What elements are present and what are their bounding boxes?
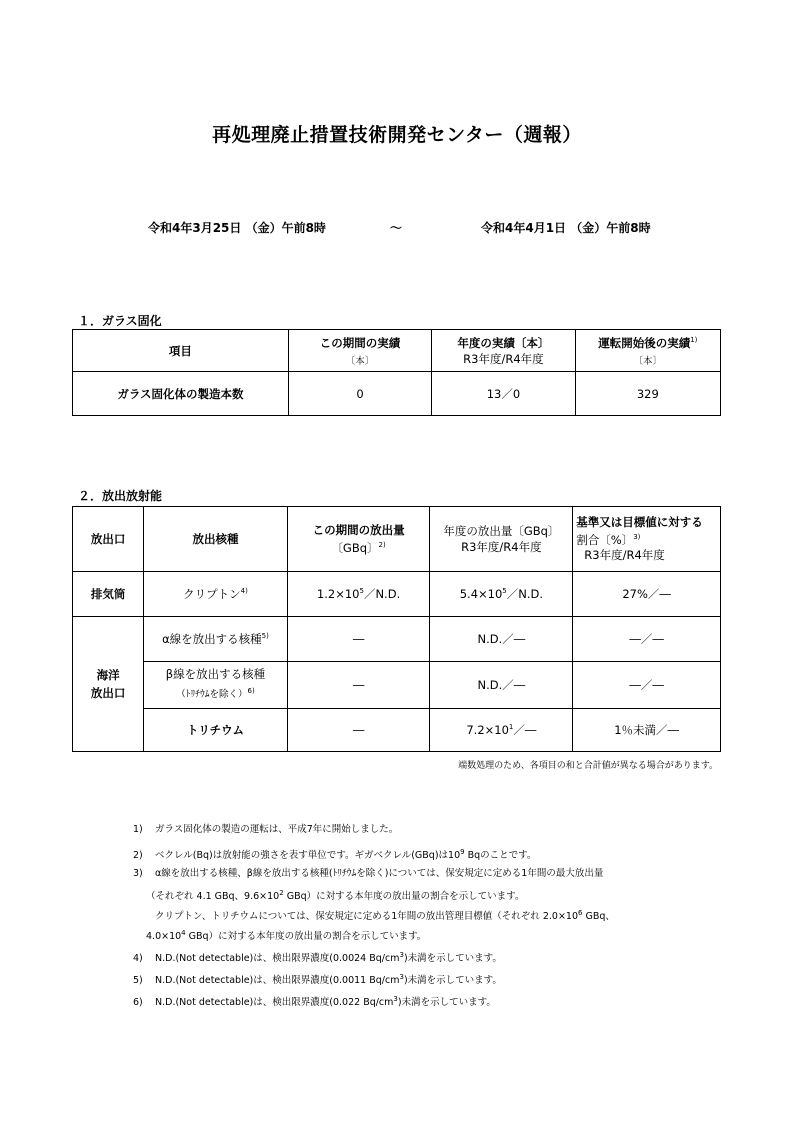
header-nuclide: 放出核種 <box>144 507 287 572</box>
footnote-text: )未満を示しています。 <box>397 997 496 1009</box>
footnote-number: 3) <box>133 868 143 879</box>
footnote-exp: 3 <box>399 973 404 981</box>
outlet-ocean <box>73 617 144 752</box>
footnote-text: （それぞれ 4.1 GBq、9.6×10 <box>146 891 280 903</box>
value-tail: ／N.D. <box>506 587 544 601</box>
beta-ratio-value: ―／― <box>573 662 721 709</box>
footnote-ref-5: 5) <box>261 632 269 641</box>
footnote-ref-3: 3) <box>633 533 641 542</box>
outlet-ocean-line1: 海洋 <box>96 668 120 682</box>
footnote-text: 4.0×10 <box>146 931 182 943</box>
header-item: 項目 <box>73 330 289 372</box>
header-ratio <box>573 507 721 572</box>
header-release-year-sub: R3年度/R4年度 <box>461 540 542 554</box>
footnote-3-line4 <box>146 926 746 944</box>
header-release-year <box>430 507 573 572</box>
header-release-period <box>287 507 430 572</box>
header-year <box>432 330 575 372</box>
footnote-3-line2 <box>146 886 746 904</box>
header-release-period-main: この期間の放出量 <box>312 523 405 537</box>
value-base: 1.2×10 <box>316 587 360 601</box>
table-row <box>73 572 721 617</box>
outlet-stack: 排気筒 <box>73 572 144 617</box>
outlet-ocean-line2: 放出口 <box>90 686 126 700</box>
alpha-year-value: N.D.／― <box>430 617 573 662</box>
footnote-text: ガラス固化体の製造の運転は、平成7年に開始しました。 <box>155 824 399 835</box>
header-year-sub: R3年度/R4年度 <box>463 351 544 366</box>
beta-period-value: ― <box>287 662 430 709</box>
footnote-6 <box>133 992 733 1010</box>
alpha-period-value: ― <box>287 617 430 662</box>
header-ratio-line2 <box>576 530 720 548</box>
footnote-text: GBq）に対する本年度の放出量の割合を示しています。 <box>283 891 525 903</box>
footnote-exp: 6 <box>578 909 583 917</box>
value-exp: 5 <box>502 587 507 596</box>
footnote-2 <box>133 845 733 863</box>
nuclide-beta <box>144 662 287 709</box>
nuclide-krypton <box>144 572 287 617</box>
vitrification-table <box>72 329 721 416</box>
row-year-value: 13／0 <box>432 372 575 416</box>
krypton-period-value <box>287 572 430 617</box>
header-year-main: 年度の実績〔本〕 <box>457 335 550 350</box>
beta-sub-label: （ﾄﾘﾁｳﾑを除く） <box>176 689 248 701</box>
section-2-heading: ２．放出放射能 <box>78 489 163 503</box>
value-tail: ／N.D. <box>363 587 401 601</box>
footnote-exp: 4 <box>181 929 186 937</box>
footnote-text: ベクレル(Bq)は放射能の強さを表す単位です。ギガベクレル(GBq)は10 <box>155 850 461 862</box>
header-period <box>288 330 431 372</box>
footnote-ref-2: 2) <box>378 541 386 550</box>
footnote-text: GBq）に対する本年度の放出量の割合を示しています。 <box>185 931 427 943</box>
footnote-text: )未満を示しています。 <box>403 975 502 987</box>
footnote-5 <box>133 970 733 988</box>
tritium-year-value <box>430 709 573 752</box>
header-period-unit: 〔本〕 <box>345 355 375 367</box>
header-total <box>575 330 720 372</box>
row-total-value: 329 <box>575 372 720 416</box>
value-base: 5.4×10 <box>459 587 503 601</box>
nuclide-tritium: トリチウム <box>144 709 287 752</box>
beta-sub <box>144 683 286 703</box>
footnote-exp: 3 <box>393 995 398 1003</box>
footnote-ref-4: 4) <box>240 587 248 596</box>
footnote-number: 5) <box>133 975 143 987</box>
value-base: 7.2×10 <box>466 723 509 737</box>
footnote-number: 1) <box>133 824 143 835</box>
header-total-unit: 〔本〕 <box>633 355 663 367</box>
tritium-period-value: ― <box>287 709 430 752</box>
footnote-text: α線を放出する核種、β線を放出する核種(ﾄﾘﾁｳﾑを除く)については、保安規定に定める1年間の最大放出量 <box>155 868 604 879</box>
footnote-exp: 3 <box>399 951 404 959</box>
beta-label: β線を放出する核種 <box>165 667 266 682</box>
footnote-3 <box>133 867 733 881</box>
period-separator: ～ <box>390 221 403 235</box>
row-period-value: 0 <box>288 372 431 416</box>
period-from: 令和4年3月25日 （金）午前8時 <box>148 221 326 235</box>
tritium-ratio-value: 1％未満／― <box>573 709 721 752</box>
header-release-year-main: 年度の放出量〔GBq〕 <box>443 524 560 538</box>
beta-year-value: N.D.／― <box>430 662 573 709</box>
alpha-label: α線を放出する核種 <box>162 632 262 646</box>
page-title: 再処理廃止措置技術開発センター（週報） <box>212 124 582 146</box>
value-tail: ／― <box>513 723 537 737</box>
table-row <box>73 372 721 416</box>
ratio-unit: 割合〔%〕 <box>576 532 634 547</box>
rounding-note: 端数処理のため、各項目の和と合計値が異なる場合があります。 <box>458 761 718 771</box>
footnote-text: )未満を示しています。 <box>403 953 502 965</box>
row-item: ガラス固化体の製造本数 <box>73 372 289 416</box>
footnote-text: N.D.(Not detectable)は、検出限界濃度(0.0024 Bq/cm <box>155 953 400 965</box>
table-row <box>73 662 721 709</box>
alpha-ratio-value: ―／― <box>573 617 721 662</box>
footnote-text: Bqのことです。 <box>464 850 537 862</box>
krypton-label: クリプトン <box>183 587 241 601</box>
unit-gbq: 〔GBq〕 <box>331 541 379 555</box>
radioactivity-table <box>72 506 721 752</box>
value-exp: 1 <box>508 723 514 732</box>
footnote-exp: 2 <box>279 889 284 897</box>
footnote-ref-1: 1) <box>690 335 698 344</box>
footnote-number: 4) <box>133 953 143 965</box>
header-ratio-line3: R3年度/R4年度 <box>584 547 665 562</box>
footnote-1 <box>133 823 733 837</box>
header-outlet: 放出口 <box>73 507 144 572</box>
section-1-heading: １．ガラス固化 <box>78 314 162 328</box>
period-to: 令和4年4月1日 （金）午前8時 <box>481 221 651 235</box>
footnote-exp: 9 <box>460 848 465 856</box>
footnote-text: GBq、 <box>582 911 615 923</box>
footnote-4 <box>133 948 733 966</box>
header-total-main: 運転開始後の実績 <box>598 335 691 350</box>
table-row <box>73 709 721 752</box>
krypton-year-value <box>430 572 573 617</box>
footnote-number: 6) <box>133 997 143 1009</box>
footnote-3-line3 <box>155 906 755 924</box>
header-ratio-line1: 基準又は目標値に対する <box>576 515 703 530</box>
footnote-text: N.D.(Not detectable)は、検出限界濃度(0.022 Bq/cm <box>155 997 394 1009</box>
header-period-main: この期間の実績 <box>319 335 401 350</box>
table-row <box>73 617 721 662</box>
header-release-period-unit <box>288 540 430 556</box>
footnote-text: N.D.(Not detectable)は、検出限界濃度(0.0011 Bq/cm <box>155 975 400 987</box>
nuclide-alpha <box>144 617 287 662</box>
krypton-ratio-value: 27%／― <box>573 572 721 617</box>
footnote-number: 2) <box>133 850 143 862</box>
value-exp: 5 <box>359 587 364 596</box>
footnote-text: クリプトン、トリチウムについては、保安規定に定める1年間の放出管理目標値（それぞれ 2.0×10 <box>155 911 578 923</box>
footnote-ref-6: 6) <box>247 687 255 696</box>
